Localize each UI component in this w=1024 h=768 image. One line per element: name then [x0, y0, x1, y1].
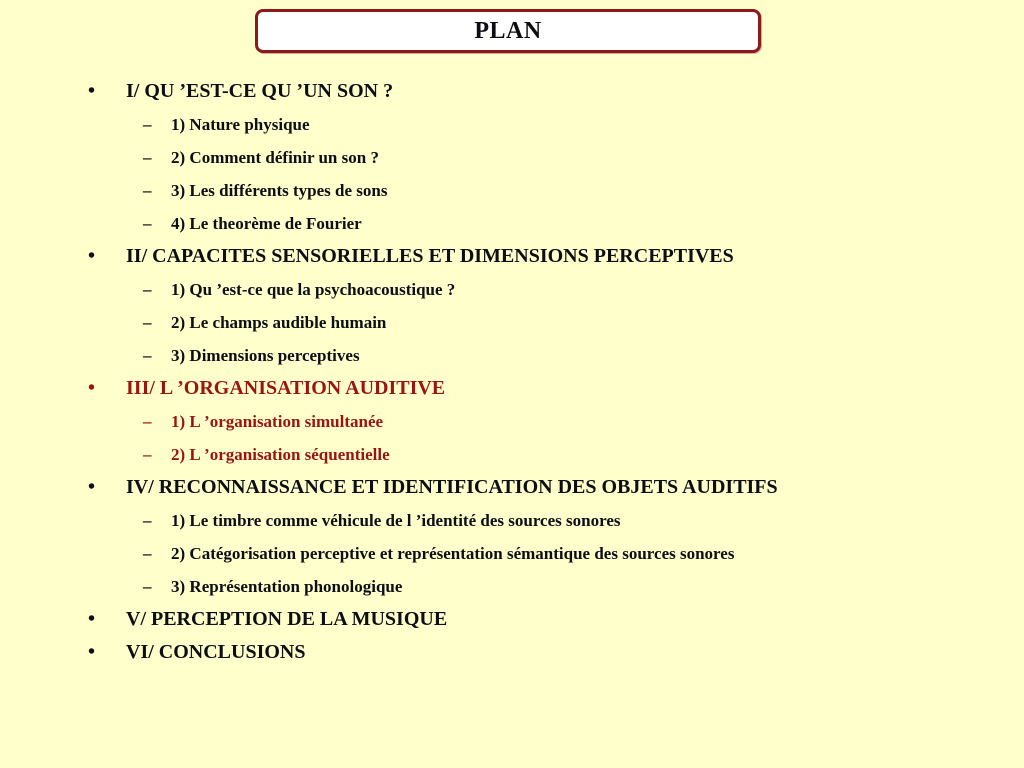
- dash: –: [143, 511, 152, 530]
- section-title: V/ PERCEPTION DE LA MUSIQUE: [126, 608, 448, 630]
- bullet: •: [88, 608, 96, 630]
- bullet: •: [88, 641, 96, 663]
- list-item-text: 3) Les différents types de sons: [171, 181, 388, 200]
- bullet: •: [88, 476, 96, 498]
- bullet: •: [88, 245, 96, 267]
- list-item: [0, 570, 1024, 603]
- dash: –: [143, 115, 152, 134]
- dash: –: [143, 280, 152, 299]
- dash: –: [143, 214, 152, 233]
- dash: –: [143, 577, 152, 596]
- section-title: III/ L ’ORGANISATION AUDITIVE: [126, 377, 446, 399]
- list-item: [0, 174, 1024, 207]
- list-item: [0, 141, 1024, 174]
- list-item: [0, 405, 1024, 438]
- list-item-text: 3) Dimensions perceptives: [171, 346, 360, 365]
- list-item-text: 1) Nature physique: [171, 115, 310, 134]
- outline-list: [0, 75, 1024, 669]
- dash: –: [143, 412, 152, 431]
- dash: –: [143, 148, 152, 167]
- section-1: [0, 75, 1024, 240]
- list-item-text: 3) Représentation phonologique: [171, 577, 403, 596]
- slide-title: PLAN: [474, 17, 542, 44]
- bullet: •: [88, 80, 96, 102]
- list-item: [0, 537, 1024, 570]
- list-item-text: 2) Catégorisation perceptive et représentation sémantique des sources sonores: [171, 544, 735, 563]
- list-item-text: 1) Qu ’est-ce que la psychoacoustique ?: [171, 280, 456, 299]
- section-title: II/ CAPACITES SENSORIELLES ET DIMENSIONS PERCEPTIVES: [126, 245, 734, 267]
- list-item: [0, 306, 1024, 339]
- list-item-text: 4) Le theorème de Fourier: [171, 214, 362, 233]
- list-item-text: 2) L ’organisation séquentielle: [171, 445, 390, 464]
- list-item-text: 2) Le champs audible humain: [171, 313, 387, 332]
- list-item-text: 2) Comment définir un son ?: [171, 148, 379, 167]
- list-item: [0, 339, 1024, 372]
- list-item-text: 1) L ’organisation simultanée: [171, 412, 384, 431]
- dash: –: [143, 313, 152, 332]
- list-item: [0, 207, 1024, 240]
- bullet: •: [88, 377, 96, 399]
- list-item: [0, 504, 1024, 537]
- dash: –: [143, 181, 152, 200]
- section-5: [0, 603, 1024, 636]
- list-item: [0, 273, 1024, 306]
- title-box: [255, 9, 761, 53]
- dash: –: [143, 544, 152, 563]
- list-item-text: 1) Le timbre comme véhicule de l ’identité des sources sonores: [171, 511, 621, 530]
- list-item: [0, 438, 1024, 471]
- dash: –: [143, 346, 152, 365]
- section-2: [0, 240, 1024, 372]
- section-title: IV/ RECONNAISSANCE ET IDENTIFICATION DES OBJETS AUDITIFS: [126, 476, 778, 498]
- section-3-current: [0, 372, 1024, 471]
- list-item: [0, 108, 1024, 141]
- dash: –: [143, 445, 152, 464]
- section-title: I/ QU ’EST-CE QU ’UN SON ?: [126, 80, 394, 102]
- section-6: [0, 636, 1024, 669]
- section-title: VI/ CONCLUSIONS: [126, 641, 306, 663]
- section-4: [0, 471, 1024, 603]
